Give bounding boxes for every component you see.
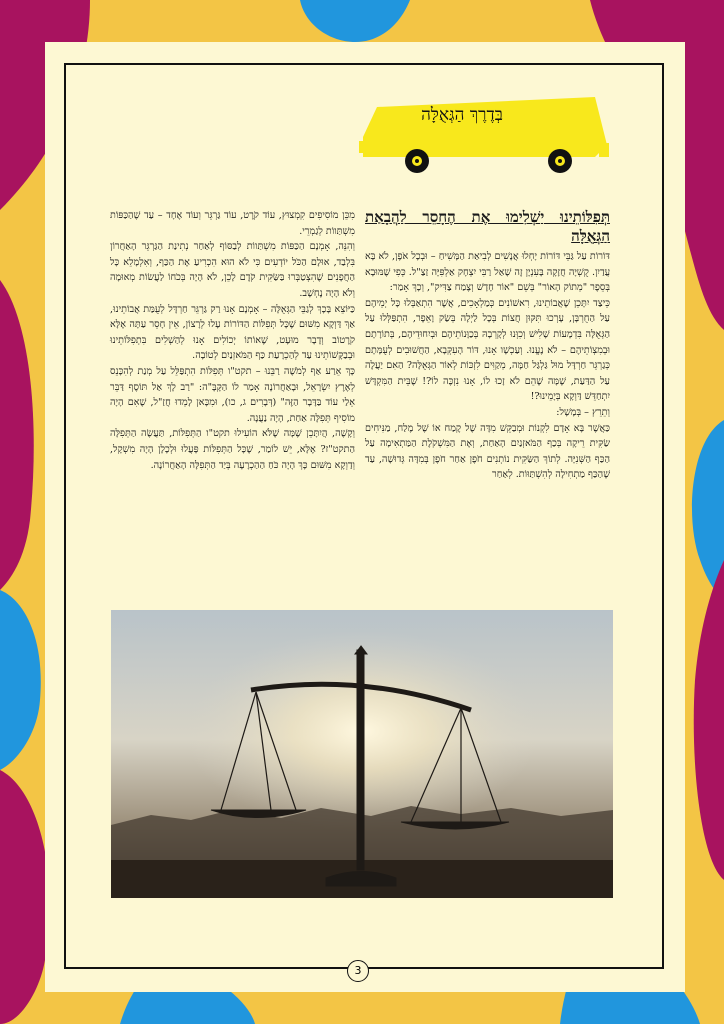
- article-column-left: [110, 208, 355, 473]
- bus-title: בְּדֶרֶךְ הַגְּאֻלָּה: [421, 105, 503, 125]
- paragraph: כֵּיצַד יִתָּכֵן שֶׁאֲבוֹתֵינוּ, רִאשׁוֹנִים כְּמַלְאָכִים, אֲשֶׁר הִתְאַבְּלוּ כָּל יְמֵיהֶם עַל הַחֻרְבָּן, עָרְכוּ תִּקּוּן חֲצוֹת בְּכָל לַיְלָה בְּשַׂק וָאֵפֶר, הִתְפַּלְּלוּ עַל הַגְּאֻלָּה בִּדְמָעוֹת שָׁלִישׁ וְכִוְּנוּ לְקָרְבָהּ בְּכַוָּנוֹתֵיהֶם וּבְיִחוּדֵיהֶם, בְּתוֹרָתָם וּבְמִצְוֹתֵיהֶם – לֹא נֶעֱנוּ. וְעַכְשָׁו אָנוּ, דּוֹר הָעִקְּבָא, הַחֲשׁוּבִים לְעֻמָּתָם כְּגַרְגֵּר חַרְדָּל מוּל גַּלְגַּל חַמָּה, מְקַוִּים לִזְכּוֹת לְאוֹר הַגְּאֻלָּה? הַאִם יַעֲלֶה עַל הַדַּעַת, שֶׁמָּה שֶׁהֵם לֹא זָכוּ לוֹ, אָנוּ נִזְכֶּה לוֹ?! שֶׁבֵּית הַמִּקְדָּשׁ יִתְחַדֵּשׁ דַּוְקָא בְּיָמֵינוּ?!: [365, 297, 610, 403]
- paragraph: וְהִנֵּה, אָמְנָם הַכַּפּוֹת מִשְׁתַּווֹת לְבַסּוֹף לְאַחַר נְתִינַת הַגַּרְגֵּר הָאַחֲרוֹן בִּלְבַד, אוּלָם הַכֹּל יוֹדְעִים כִּי לֹא הוּא הִכְרִיעַ אֶת הַכַּף, וְאִלְמָלֵא כָּל הַחֲפָנִים שֶׁהִצְטַבְּרוּ בַּשַּׂקִּית קֹדֶם לָכֵן, לֹא הָיָה בְּכֹחוֹ לַעֲשׂוֹת מְאוּמָה וְלֹא הָיָה נֶחְשָׁב.: [110, 241, 355, 299]
- paragraph: כָּךְ אֵרַע אַף לְמֹשֶׁה רַבֵּנוּ – תקט"ו תְּפִלּוֹת הִתְפַּלֵּל עַל מְנַת לְהִכָּנֵס לְאֶרֶץ יִשְׂרָאֵל, וּבָאַחֲרוֹנָה אָמַר לוֹ הַקָּבָּ"ה: "רַב לָךְ אַל תּוֹסֶף דַּבֵּר אֵלַי עוֹד בַּדָּבָר הַזֶּה" (דְּבָרִים ג, כו), וּמִכָּאן לָמְדוּ חֲזַ"ל, שֶׁאִם הָיָה מוֹסִיף תְּפִלָּה אַחַת, הָיָה נַעֲנָה.: [110, 365, 355, 424]
- bus-illustration-icon: [355, 85, 613, 185]
- page-number: 3: [347, 960, 369, 982]
- article-column-right: [365, 208, 610, 483]
- bus-header: [355, 85, 613, 185]
- paragraph: וְקָשֶׁה, הֲיִתָּכֵן שֶׁמָּה שֶׁלֹּא הוֹעִילוּ תקט"ו הַתְּפִלּוֹת, תַּעֲשֶׂה הַתְּפִלָּה הַתקט"ז? אֶלָּא, יֵשׁ לוֹמַר, שֶׁכָּל הַתְּפִלּוֹת פָּעֲלוּ וּלְכָלָן הָיָה מִשְׁקָל, וְדַוְקָא מִשּׁוּם כָּךְ הָיָה כֹּחַ הַהַכְרָעָה בְּיַד הַתְּפִלָּה הָאַחֲרוֹנָה.: [110, 428, 355, 471]
- paragraph: כַּיּוֹצֵא בָּכָךְ לְגַבֵּי הַגְּאֻלָּה – אָמְנָם אָנוּ רַק גַּרְגֵּר חַרְדָּל לְעֻמַּת אֲבוֹתֵינוּ, אַךְ דַּוְקָא מִשּׁוּם שֶׁכָּל תְּפִלּוֹת הַדּוֹרוֹת עָלוּ לְרָצוֹן, אֵין חָסֵר עַתָּה אֶלָּא קֹרֶטוֹב וְדָבָר מוּעָט, שֶׁאוֹתוֹ יְכוֹלִים אָנוּ לְהַשְׁלִים בִּתְפִלּוֹתֵינוּ וּבְבַקָּשׁוֹתֵינוּ עַד לְהַכְרָעַת כַּף הַמֹּאזְנַיִם לְטוֹבָה.: [110, 303, 355, 362]
- scales-of-justice-icon: [111, 610, 613, 898]
- paragraph: וְתֵרֵץ – בְּמָשָׁל:: [556, 406, 610, 418]
- paragraph: כַּאֲשֶׁר בָּא אָדָם לִקְנוֹת וּמְבַקֵּשׁ מִדָּה שֶׁל קֶמַח אוֹ שֶׁל מֶלַח, מַנִּיחִים שַׂקִּית רֵיקָה בְּכַף הַמֹּאזְנַיִם הָאַחַת, וְאֶת הַמִּשְׁקֹלֶת הַמַּתְאִימָה עַל הַכַּף הַשְּׁנִיָּה. לְתוֹךְ הַשַּׂקִּית נוֹתְנִים חֹפֶן אַחַר חֹפֶן בְּמִדָּה גְּדוּשָׁה, עַד שֶׁהַכַּף מַתְחִילָה לְהִשְׁתַּוּוֹת. לְאַחַר: [365, 422, 610, 481]
- article-title: תְּפִלּוֹתֵינוּ יַשְׁלִימוּ אֶת הֶחָסֵר לַהֲבָאַת הַגְּאֻלָּה: [365, 208, 610, 245]
- paragraph: מִכֵּן מוֹסִיפִים קִמְצוּץ, עוֹד קֹרֶט, עוֹד גַּרְגֵּר וְעוֹד אֶחָד – עַד שֶׁהַכַּפּוֹת מִשְׁתַּווֹת לְגַמְרֵי.: [110, 210, 355, 237]
- paragraph: דּוֹרוֹת עַל גַּבֵּי דּוֹרוֹת יָחְלוּ אֲנָשִׁים לְבִיאַת הַמָּשִׁיחַ – וּבְכָל אֹפֶן, לֹא בָּא עֲדַיִן. קֻשְׁיָה חֲזָקָה בָּעִנְיָן זֶה שָׁאַל רַבִּי יִצְחָק אַלְפִּיָּה זַצַ"ל. כְּפִי שֶׁמּוּבָא בְּסֵפֶר "מְתוֹק הָאוֹר" בְּשֵׁם "אוֹר חָדָשׁ וְצֶמַח צַדִּיק", וְכָךְ אָמַר:: [365, 251, 610, 294]
- scales-photo: [111, 610, 613, 898]
